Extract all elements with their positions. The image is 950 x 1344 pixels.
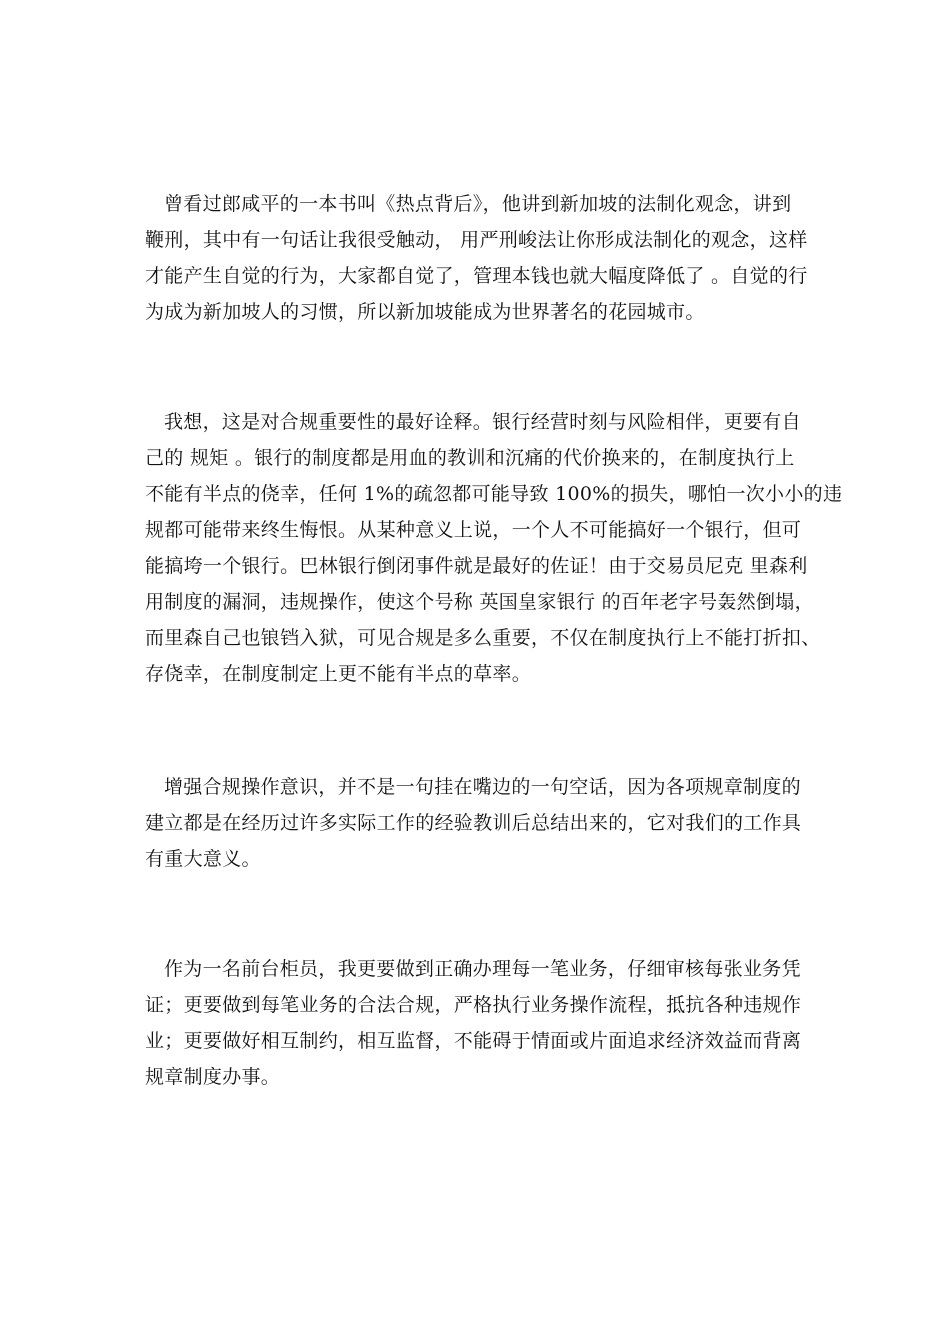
paragraph-line: 鞭刑，其中有一句话让我很受触动， 用严刑峻法让你形成法制化的观念，这样 [145,229,808,251]
paragraph-line: 而里森自己也锒铛入狱，可见合规是多么重要，不仅在制度执行上不能打折扣、 [145,627,821,649]
paragraph-line: 有重大意义。 [145,848,261,870]
paragraph-3 [145,769,810,877]
paragraph-line: 存侥幸，在制度制定上更不能有半点的草率。 [145,663,532,685]
paragraph-line: 用制度的漏洞，违规操作，使这个号称 英国皇家银行 的百年老字号轰然倒塌， [145,591,814,613]
paragraph-4 [145,951,810,1095]
paragraph-1 [145,186,810,330]
paragraph-line: 作为一名前台柜员，我更要做到正确办理每一笔业务，仔细审核每张业务凭 [164,958,801,980]
paragraph-line: 业；更要做好相互制约，相互监督，不能碍于情面或片面追求经济效益而背离 [145,1030,802,1052]
paragraph-line: 建立都是在经历过许多实际工作的经验教训后总结出来的，它对我们的工作具 [145,812,802,834]
paragraph-line: 己的 规矩 。银行的制度都是用血的教训和沉痛的代价换来的，在制度执行上 [145,447,795,469]
paragraph-2 [145,404,843,692]
paragraph-line: 证；更要做到每笔业务的合法合规，严格执行业务操作流程，抵抗各种违规作 [145,994,802,1016]
paragraph-line: 规都可能带来终生悔恨。从某种意义上说，一个人不可能搞好一个银行，但可 [145,519,802,541]
paragraph-line: 我想，这是对合规重要性的最好诠释。银行经营时刻与风险相伴，更要有自 [164,411,801,433]
paragraph-line: 才能产生自觉的行为，大家都自觉了，管理本钱也就大幅度降低了 。自觉的行 [145,265,808,287]
paragraph-line: 曾看过郎咸平的一本书叫《热点背后》，他讲到新加坡的法制化观念，讲到 [164,193,792,215]
paragraph-line: 能搞垮一个银行。巴林银行倒闭事件就是最好的佐证！由于交易员尼克 里森利 [145,555,808,577]
paragraph-line: 规章制度办事。 [145,1066,281,1088]
paragraph-line: 为成为新加坡人的习惯，所以新加坡能成为世界著名的花园城市。 [145,301,705,323]
paragraph-line: 增强合规操作意识，并不是一句挂在嘴边的一句空话，因为各项规章制度的 [164,776,801,798]
paragraph-line: 不能有半点的侥幸，任何 1%的疏忽都可能导致 100%的损失，哪怕一次小小的违 [145,483,843,505]
